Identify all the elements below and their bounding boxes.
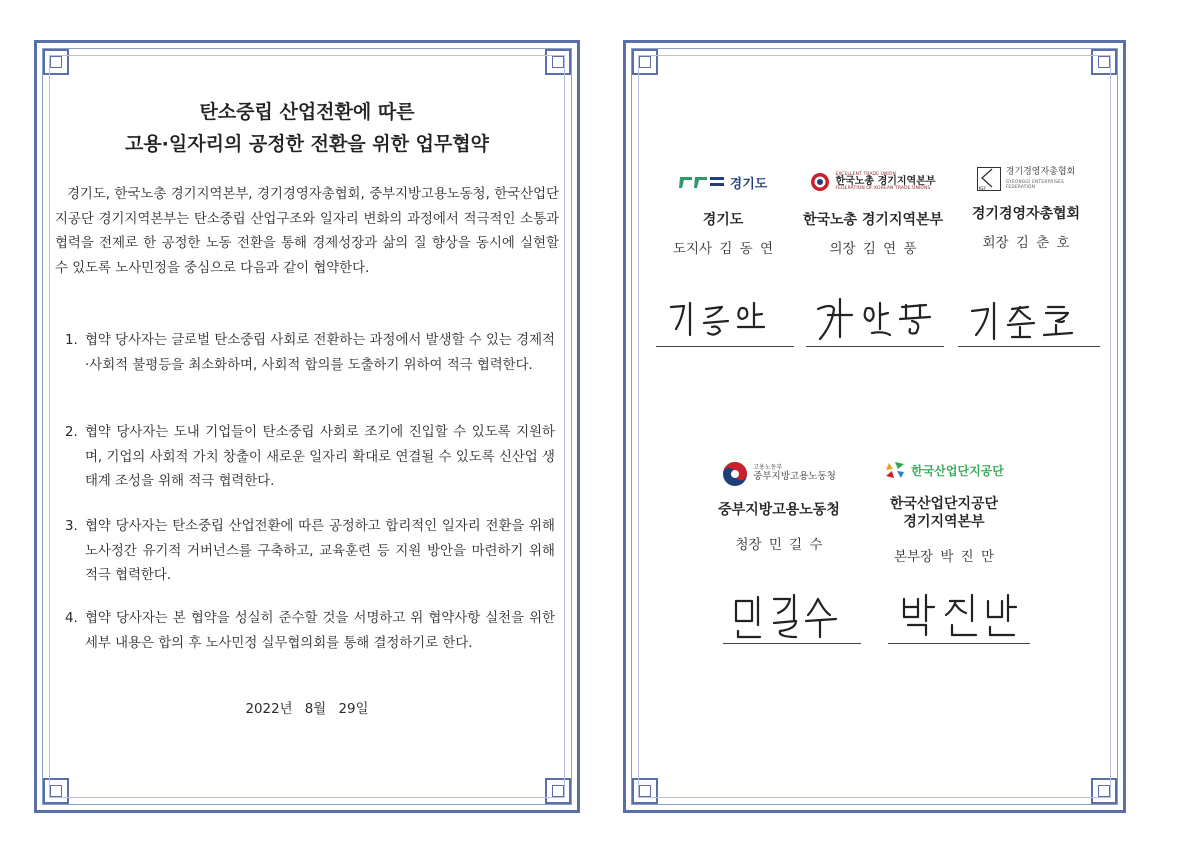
kef-logo-text: 경기경영자총협회	[1005, 167, 1076, 178]
signature-line	[888, 643, 1030, 644]
kef-logo	[951, 163, 1101, 195]
fktu-logo-top: EXCELLENT TRADE UNION	[835, 171, 896, 177]
kicox-logo-text: 한국산업단지공단	[911, 463, 1004, 478]
signatory-person: 청장 민 길 수	[735, 537, 823, 553]
signature-page	[623, 40, 1126, 813]
clause-3	[65, 515, 555, 589]
clause-number: 2.	[65, 425, 78, 440]
clause-text: 협약 당사자는 도내 기업들이 탄소중립 사회로 조기에 진입할 수 있도록 지원하며, 기업의 사회적 가치 창출이 새로운 일자리 확대로 연결될 수 있도록 신산업 생태계 조성을 위해 적극 협력한다.	[85, 425, 555, 489]
kef-mark-icon	[977, 167, 1001, 191]
signatory-name-line1: 한국산업단지공단	[889, 496, 999, 512]
clause-1	[65, 329, 555, 378]
signature-line	[806, 346, 944, 347]
agreement-intro: 경기도, 한국노총 경기지역본부, 경기경영자총협회, 중부지방고용노동청, 한국산업단지공단 경기지역본부는 탄소중립 산업구조와 일자리 변화의 과정에서 적극적인 소통과 협력을 전제로 한 공정한 노동 전환을 통해 경제성장과 삶의 질 향상을 동시에 실현할 수 있도록 노사민정을 중심으로 다음과 같이 협약한다.	[55, 187, 559, 276]
gyeonggi-logo-text: 경기도	[729, 176, 768, 192]
clause-number: 3.	[65, 519, 78, 534]
signatory-name: 경기경영자총협회	[971, 206, 1081, 222]
gyeonggi-mark-icon	[679, 175, 725, 189]
fktu-logo-sub: FEDERATION OF KOREAN TRADE UNIONS	[835, 186, 931, 191]
signatory-person: 의장 김 연 풍	[829, 241, 917, 257]
signatory-name-line2: 경기지역본부	[903, 514, 985, 530]
clause-text: 협약 당사자는 탄소중립 산업전환에 따른 공정하고 합리적인 일자리 전환을 위해 노사정간 유기적 거버넌스를 구축하고, 교육훈련 등 지원 방안을 마련하기 위해 적극 협력한다.	[85, 519, 555, 583]
clause-number: 1.	[65, 333, 78, 348]
signatory-kicox	[864, 459, 1024, 565]
signatory-gyeonggi	[648, 169, 798, 257]
moel-logo	[704, 457, 854, 491]
agreement-title-line1: 탄소중립 산업전환에 따른	[199, 101, 415, 123]
signatory-name: 경기도	[702, 212, 744, 228]
fktu-logo-text: 한국노총 경기지역본부	[835, 176, 936, 187]
signature-line	[723, 643, 861, 644]
signatory-person: 본부장 박 진 만	[893, 549, 995, 565]
frame-corner	[632, 49, 658, 75]
signatory-fktu	[798, 169, 948, 257]
signature-park-jinman	[898, 591, 1024, 641]
signature-line	[656, 346, 794, 347]
taegeuk-emblem-icon	[722, 461, 748, 487]
frame-corner	[632, 778, 658, 804]
signature-kim-yeonpung	[812, 293, 940, 345]
agreement-title-line2: 고용·일자리의 공정한 전환을 위한 업무협약	[124, 133, 490, 155]
moel-logo-text: 중부지방고용노동청	[753, 470, 836, 482]
clause-text: 협약 당사자는 본 협약을 성실히 준수할 것을 서명하고 위 협약사항 실천을 위한 세부 내용은 합의 후 노사민정 실무협의회를 통해 결정하기로 한다.	[85, 611, 555, 651]
agreement-page	[34, 40, 580, 813]
clause-2	[65, 421, 555, 495]
signatory-kef	[951, 163, 1101, 251]
kicox-logo	[864, 459, 1024, 481]
kef-mark-text: KEF	[978, 186, 987, 191]
gyeonggi-logo	[648, 169, 798, 195]
signatory-person: 도지사 김 동 연	[672, 241, 774, 257]
signatory-name: 한국노총 경기지역본부	[802, 212, 944, 228]
agreement-date: 2022년 8월 29일	[245, 702, 369, 717]
frame-corner	[1091, 49, 1117, 75]
fktu-logo	[798, 169, 948, 195]
frame-corner	[545, 778, 571, 804]
signature-kim-chunho	[968, 297, 1094, 345]
clause-number: 4.	[65, 611, 78, 626]
frame-corner	[545, 49, 571, 75]
signatory-name: 중부지방고용노동청	[718, 502, 840, 518]
signature-min-gilsu	[730, 591, 854, 643]
kicox-mark-icon	[884, 460, 906, 480]
clause-text: 협약 당사자는 글로벌 탄소중립 사회로 전환하는 과정에서 발생할 수 있는 경제적·사회적 불평등을 최소화하며, 사회적 합의를 도출하기 위하여 적극 협력한다.	[85, 333, 555, 373]
kef-logo-sub: GYEONGGI ENTERPRISES FEDERATION	[1005, 179, 1064, 189]
moel-logo-top: 고용노동부	[753, 464, 783, 472]
frame-corner	[43, 49, 69, 75]
signature-line	[958, 346, 1100, 347]
signature-kim-dongyeon	[666, 295, 786, 345]
frame-corner	[43, 778, 69, 804]
signatory-person: 회장 김 춘 호	[982, 235, 1070, 251]
signatory-moel	[704, 457, 854, 553]
frame-corner	[1091, 778, 1117, 804]
clause-4	[65, 607, 555, 656]
fktu-emblem-icon	[810, 172, 830, 192]
